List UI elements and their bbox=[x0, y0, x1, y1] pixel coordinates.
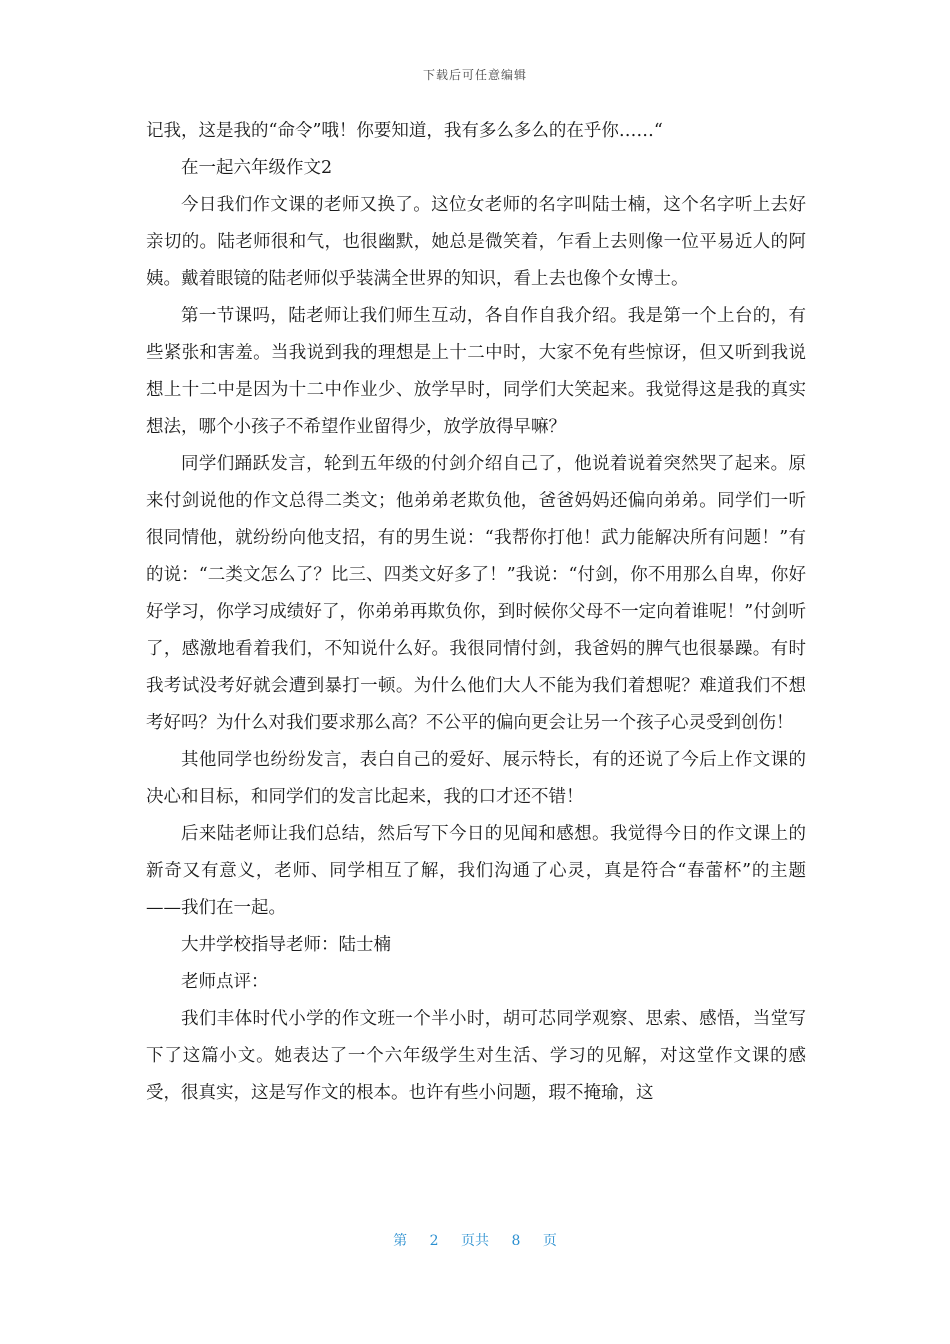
page-header: 下载后可任意编辑 bbox=[422, 68, 527, 82]
paragraph: 我们丰体时代小学的作文班一个半小时，胡可芯同学观察、思索、感悟，当堂写下了这篇小文。她表达了一个六年级学生对生活、学习的见解，对这堂作文课的感受，很真实，这是写作文的根本。也许有些小问题，瑕不掩瑜，这 bbox=[146, 1009, 806, 1103]
page-label-suffix: 页 bbox=[542, 1233, 557, 1249]
paragraph: 今日我们作文课的老师又换了。这位女老师的名字叫陆士楠，这个名字听上去好亲切的。陆老师很和气，也很幽默，她总是微笑着，乍看上去则像一位平易近人的阿姨。戴着眼镜的陆老师似乎装满全世界的知识，看上去也像个女博士。 bbox=[146, 195, 806, 289]
paragraph: 同学们踊跃发言，轮到五年级的付剑介绍自己了，他说着说着突然哭了起来。原来付剑说他的作文总得二类文；他弟弟老欺负他，爸爸妈妈还偏向弟弟。同学们一听很同情他，就纷纷向他支招，有的男生说：“我帮你打他！武力能解决所有问题！”有的说：“二类文怎么了？比三、四类文好多了！”我说：“付剑，你不用那么自卑，你好好学习，你学习成绩好了，你弟弟再欺负你，到时候你父母不一定向着谁呢！”付剑听了，感激地看着我们，不知说什么好。我很同情付剑，我爸妈的脾气也很暴躁。有时我考试没考好就会遭到暴打一顿。为什么他们大人不能为我们着想呢？难道我们不想考好吗？为什么对我们要求那么高？不公平的偏向更会让另一个孩子心灵受到创伤！ bbox=[146, 454, 806, 733]
page-label-prefix: 第 bbox=[393, 1233, 408, 1249]
page-total: 8 bbox=[511, 1233, 521, 1249]
page-footer bbox=[0, 1230, 950, 1250]
paragraph: 后来陆老师让我们总结，然后写下今日的见闻和感想。我觉得今日的作文课上的新奇又有意义，老师、同学相互了解，我们沟通了心灵，真是符合“春蕾杯”的主题——我们在一起。 bbox=[146, 824, 806, 918]
page-current: 2 bbox=[429, 1233, 439, 1249]
document-body bbox=[146, 113, 806, 1112]
section-title: 在一起六年级作文2 bbox=[181, 158, 333, 178]
comment-heading: 老师点评： bbox=[181, 972, 269, 992]
paragraph: 其他同学也纷纷发言，表白自己的爱好、展示特长，有的还说了今后上作文课的决心和目标，和同学们的发言比起来，我的口才还不错！ bbox=[146, 750, 806, 807]
paragraph: 第一节课吗，陆老师让我们师生互动，各自作自我介绍。我是第一个上台的，有些紧张和害羞。当我说到我的理想是上十二中时，大家不免有些惊讶，但又听到我说想上十二中是因为十二中作业少、放学早时，同学们大笑起来。我觉得这是我的真实想法，哪个小孩子不希望作业留得少，放学放得早嘛？ bbox=[146, 306, 806, 437]
paragraph-continuation: 记我，这是我的“命令”哦！你要知道，我有多么多么的在乎你……“ bbox=[146, 121, 663, 141]
advisor-line: 大井学校指导老师：陆士楠 bbox=[181, 935, 391, 955]
page-label-mid: 页共 bbox=[461, 1233, 489, 1249]
